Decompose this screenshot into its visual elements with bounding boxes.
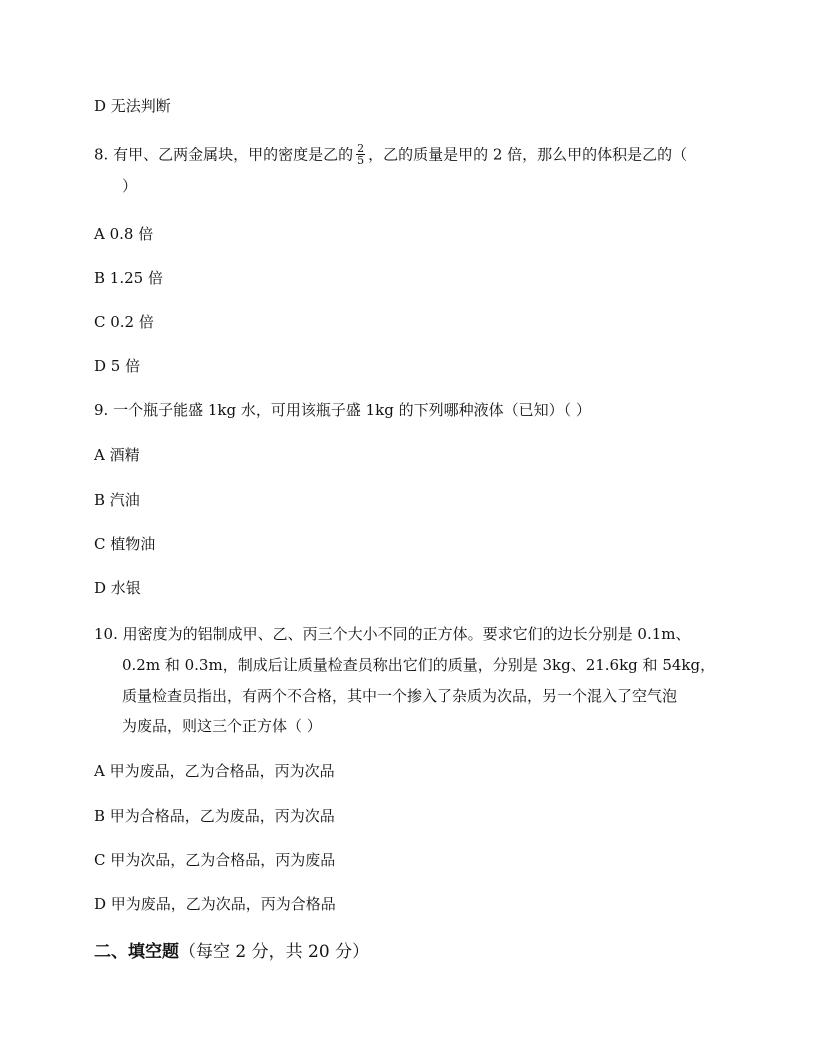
option-line: C 甲为次品，乙为合格品，丙为废品 bbox=[94, 851, 336, 869]
question-text: 8. 有甲、乙两金属块，甲的密度是乙的 bbox=[94, 145, 354, 164]
option-line: A 酒精 bbox=[94, 446, 140, 464]
fraction-denominator: 5 bbox=[357, 154, 365, 167]
question-text: ，乙的质量是甲的 2 倍，那么甲的体积是乙的（ bbox=[368, 145, 688, 164]
option-line: A 甲为废品，乙为合格品，丙为次品 bbox=[94, 762, 335, 780]
section-note: （每空 2 分，共 20 分） bbox=[179, 942, 370, 962]
option-line: D 5 倍 bbox=[94, 357, 141, 375]
option-line: D 水银 bbox=[94, 579, 141, 597]
question-9: 9. 一个瓶子能盛 1kg 水，可用该瓶子盛 1kg 的下列哪种液体（已知）（ ） bbox=[94, 401, 591, 419]
option-line: D 无法判断 bbox=[94, 97, 171, 115]
question-10: 10. 用密度为的铝制成甲、乙、丙三个大小不同的正方体。要求它们的边长分别是 0.1m、 bbox=[94, 625, 691, 643]
option-line: A 0.8 倍 bbox=[94, 225, 154, 243]
question-8-continued: ） bbox=[122, 177, 138, 195]
option-line: B 汽油 bbox=[94, 491, 140, 509]
option-line: C 植物油 bbox=[94, 535, 156, 553]
option-line: B 甲为合格品，乙为废品，丙为次品 bbox=[94, 807, 335, 825]
question-10-continued: 质量检查员指出，有两个不合格，其中一个掺入了杂质为次品，另一个混入了空气泡 bbox=[122, 687, 678, 705]
section-title: 二、填空题 bbox=[94, 942, 179, 962]
option-line: C 0.2 倍 bbox=[94, 313, 154, 331]
question-8 bbox=[94, 144, 687, 167]
fraction-numerator: 2 bbox=[357, 142, 365, 155]
fraction bbox=[356, 143, 365, 166]
question-10-continued: 0.2m 和 0.3m，制成后让质量检查员称出它们的质量，分别是 3kg、21.6kg 和 54kg， bbox=[122, 656, 716, 674]
option-line: B 1.25 倍 bbox=[94, 269, 163, 287]
option-line: D 甲为废品，乙为次品，丙为合格品 bbox=[94, 895, 336, 913]
section-heading bbox=[94, 940, 369, 964]
question-10-continued: 为废品，则这三个正方体（ ） bbox=[122, 717, 322, 735]
